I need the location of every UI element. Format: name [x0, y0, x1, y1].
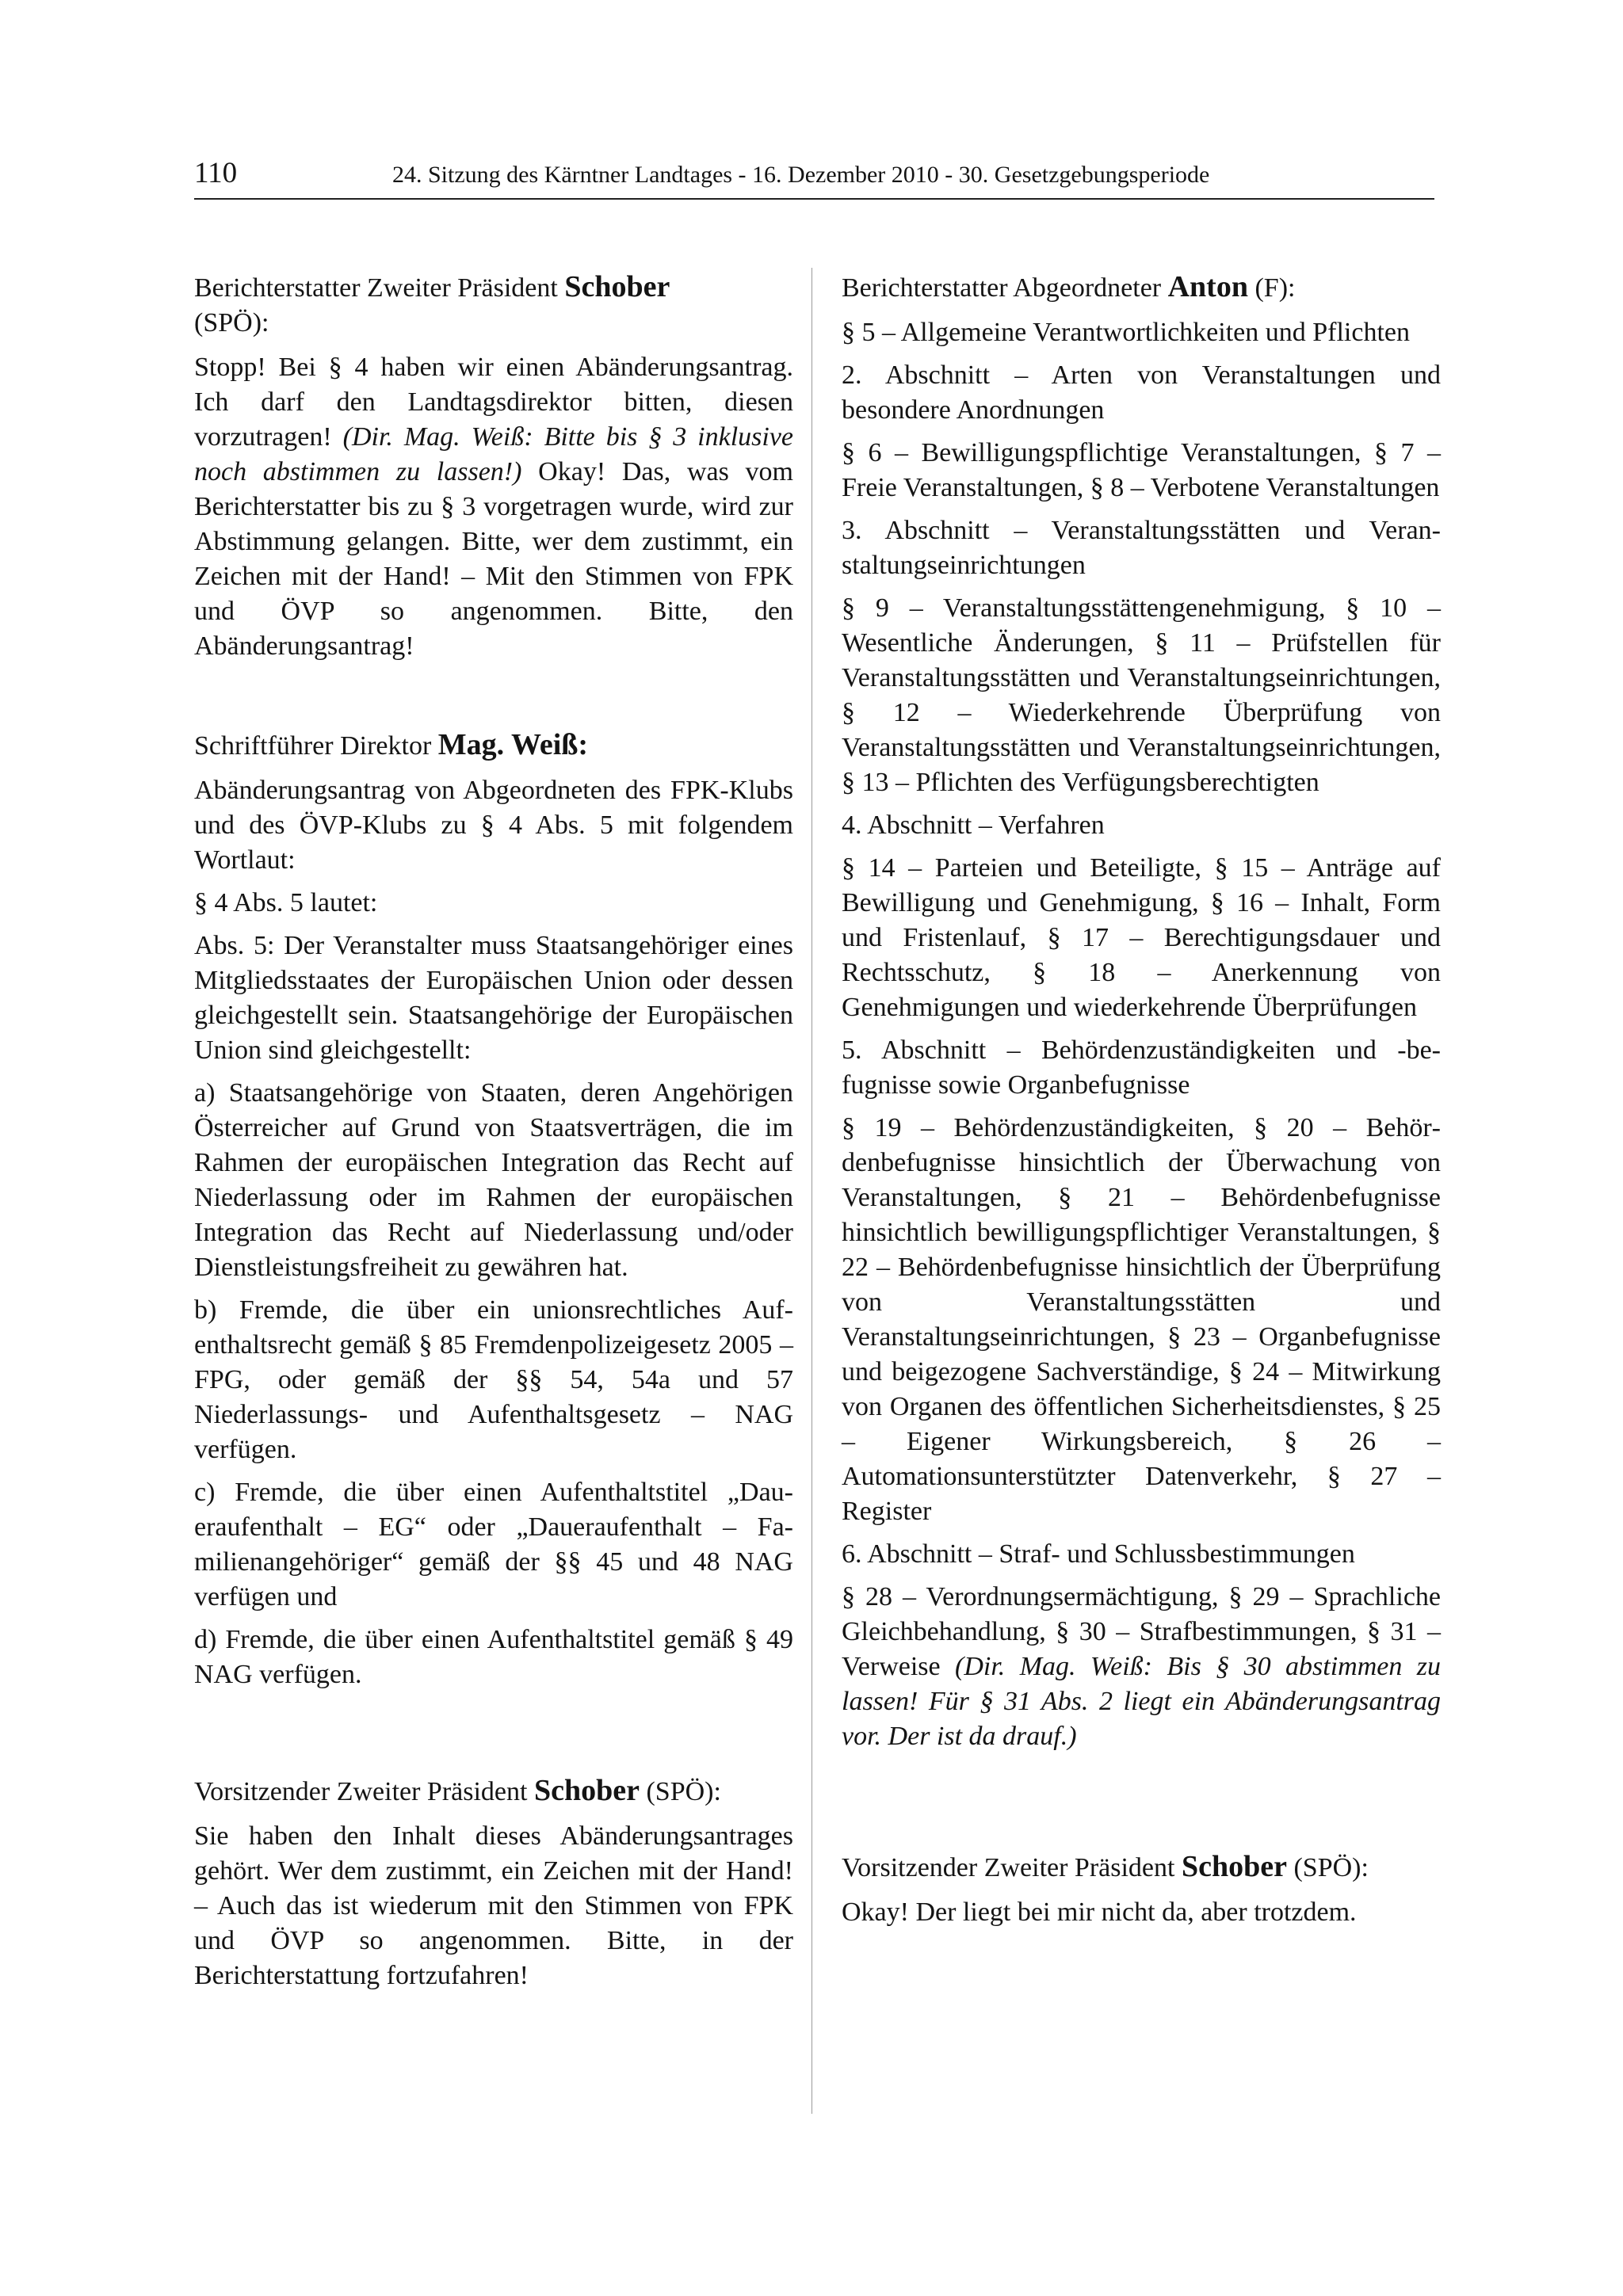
speaker-heading: Vorsitzender Zweiter Präsident Schober (SPÖ): — [842, 1850, 1369, 1883]
speaker-name: Schober — [1181, 1850, 1287, 1883]
paragraph: § 14 – Parteien und Beteiligte, § 15 – Anträge auf Bewilligung und Genehmigung, § 16 – Inhalt, Form und Fristenlauf, § 17 – Berechtigungsdauer und Rechtsschutz, § 18 – Anerkennung von Genehmigungen und wiederkehrende Überprüfungen — [842, 853, 1441, 1022]
paragraph: § 9 – Veranstaltungsstättengenehmigung, § 10 – Wesentliche Änderungen, § 11 – Prüfstellen für Veranstaltungsstätten und Veranstaltungseinrichtungen, § 12 – Wiederkehrende Überprüfung von Veranstaltungsstätten und Veranstaltungseinrichtungen, § 13 – Pflichten des Verfügungsberechtigten — [842, 593, 1441, 797]
paragraph: 5. Abschnitt – Behördenzuständigkeiten und -befugnisse sowie Organbefugnisse — [842, 1035, 1441, 1100]
paragraph: c) Fremde, die über einen Aufenthaltstitel „Daueraufenthalt – EG“ oder „Daueraufenthalt – Familienangehöriger“ gemäß der §§ 45 und 48 NAG verfügen und — [194, 1478, 793, 1611]
speaker-heading: Berichterstatter Zweiter Präsident Schober (SPÖ): — [194, 270, 670, 338]
paragraph: § 19 – Behördenzuständigkeiten, § 20 – Behördenbefugnisse hinsichtlich der Überwachung von Veranstaltungen, § 21 – Behördenbefugnisse hinsichtlich bewilligungspflichtiger Veranstaltungen, § 22 – Behördenbefugnisse hinsichtlich der Überprüfung von Veranstaltungsstätten und Veranstaltungseinrichtungen, § 23 – Organbefugnisse und beigezogene Sachverständige, § 24 – Mitwirkung von Organen des öffentlichen Sicherheitsdienstes, § 25 – Eigener Wirkungsbereich, § 26 – Automationsunterstützter Datenverkehr, § 27 – Register — [842, 1113, 1441, 1526]
paragraph: Abs. 5: Der Veranstalter muss Staatsangehöriger eines Mitgliedsstaates der Europäischen Union oder dessen gleichgestellt sein. Staatsangehörige der Europäischen Union sind gleichgestellt: — [194, 931, 793, 1065]
paragraph: a) Staatsangehörige von Staaten, deren Angehörigen Österreicher auf Grund von Staatsverträgen, die im Rahmen der europäischen Integration das Recht auf Niederlassung oder im Rahmen der europäischen Integration das Recht auf Niederlassung und/oder Dienstleistungsfreiheit zu gewähren hat. — [194, 1078, 793, 1282]
right-column — [842, 269, 1441, 1938]
speaker-name: Schober — [564, 270, 670, 303]
left-column — [194, 269, 793, 2001]
paragraph: Abänderungsantrag von Abgeordneten des FPK-Klubs und des ÖVP-Klubs zu § 4 Abs. 5 mit folgendem Wortlaut: — [194, 776, 793, 875]
paragraph: 4. Abschnitt – Verfahren — [842, 810, 1105, 840]
speaker-heading: Berichterstatter Abgeordneter Anton (F): — [842, 270, 1296, 303]
speaker-name: Schober — [533, 1774, 640, 1807]
paragraph: § 28 – Verordnungsermächtigung, § 29 – Sprachliche Gleichbehandlung, § 30 – Strafbestimmungen, § 31 – Verweise (Dir. Mag. Weiß: Bis § 30 abstimmen zu lassen! Für § 31 Abs. 2 liegt ein Abänderungsantrag vor. Der ist da drauf.) — [842, 1582, 1441, 1751]
paragraph: d) Fremde, die über einen Aufenthaltstitel gemäß § 49 NAG verfügen. — [194, 1625, 793, 1689]
paragraph: b) Fremde, die über ein unionsrechtliches Aufenthaltsrecht gemäß § 85 Fremdenpolizeigesetz 2005 – FPG, oder gemäß der §§ 54, 54a und 57 Niederlassungs- und Aufenthaltsgesetz – NAG verfügen. — [194, 1295, 793, 1464]
page-header — [194, 154, 1434, 200]
paragraph: Stopp! Bei § 4 haben wir einen Abänderungsantrag. Ich darf den Landtagsdirektor bitten, diesen vorzutragen! (Dir. Mag. Weiß: Bitte bis § 3 inklusive noch abstimmen zu lassen!) Okay! Das, was vom Berichterstatter bis zu § 3 vorgetragen wurde, wird zur Abstimmung gelangen. Bitte, wer dem zustimmt, ein Zeichen mit der Hand! – Mit den Stimmen von FPK und ÖVP so angenommen. Bitte, den Abänderungsantrag! — [194, 353, 794, 661]
paragraph: Sie haben den Inhalt dieses Abänderungsantrages gehört. Wer dem zustimmt, ein Zeichen mit der Hand! – Auch das ist wiederum mit den Stimmen von FPK und ÖVP so angenommen. Bitte, in der Berichterstattung fortzufahren! — [194, 1821, 793, 1990]
speaker-heading: Schriftführer Direktor Mag. Weiß: — [194, 728, 589, 761]
speaker-name: Mag. Weiß: — [437, 728, 589, 761]
paragraph: Okay! Der liegt bei mir nicht da, aber trotzdem. — [842, 1897, 1357, 1927]
paragraph: 3. Abschnitt – Veranstaltungsstätten und Veranstaltungseinrichtungen — [842, 516, 1441, 580]
paragraph: § 4 Abs. 5 lautet: — [194, 888, 378, 917]
paragraph: § 6 – Bewilligungspflichtige Veranstaltungen, § 7 – Freie Veranstaltungen, § 8 – Verbotene Veranstaltungen — [842, 438, 1441, 502]
interjection: (Dir. Mag. Weiß: Bis § 30 abstimmen zu lassen! Für § 31 Abs. 2 liegt ein Abänderungsantrag vor. Der ist da drauf.) — [842, 1652, 1441, 1751]
speaker-heading: Vorsitzender Zweiter Präsident Schober (SPÖ): — [194, 1774, 721, 1807]
paragraph: 2. Abschnitt – Arten von Veranstaltungen und besondere Anordnungen — [842, 360, 1441, 425]
paragraph: 6. Abschnitt – Straf- und Schlussbestimmungen — [842, 1539, 1355, 1569]
page-number: 110 — [194, 157, 238, 189]
interjection: (Dir. Mag. Weiß: Bitte bis § 3 inklusive noch abstimmen zu lassen!) — [194, 422, 794, 486]
running-head: 24. Sitzung des Kärntner Landtages - 16. Dezember 2010 - 30. Gesetzgebungsperiode — [392, 162, 1210, 188]
speaker-name: Anton — [1167, 270, 1248, 303]
paragraph: § 5 – Allgemeine Verantwortlichkeiten und Pflichten — [842, 318, 1410, 347]
